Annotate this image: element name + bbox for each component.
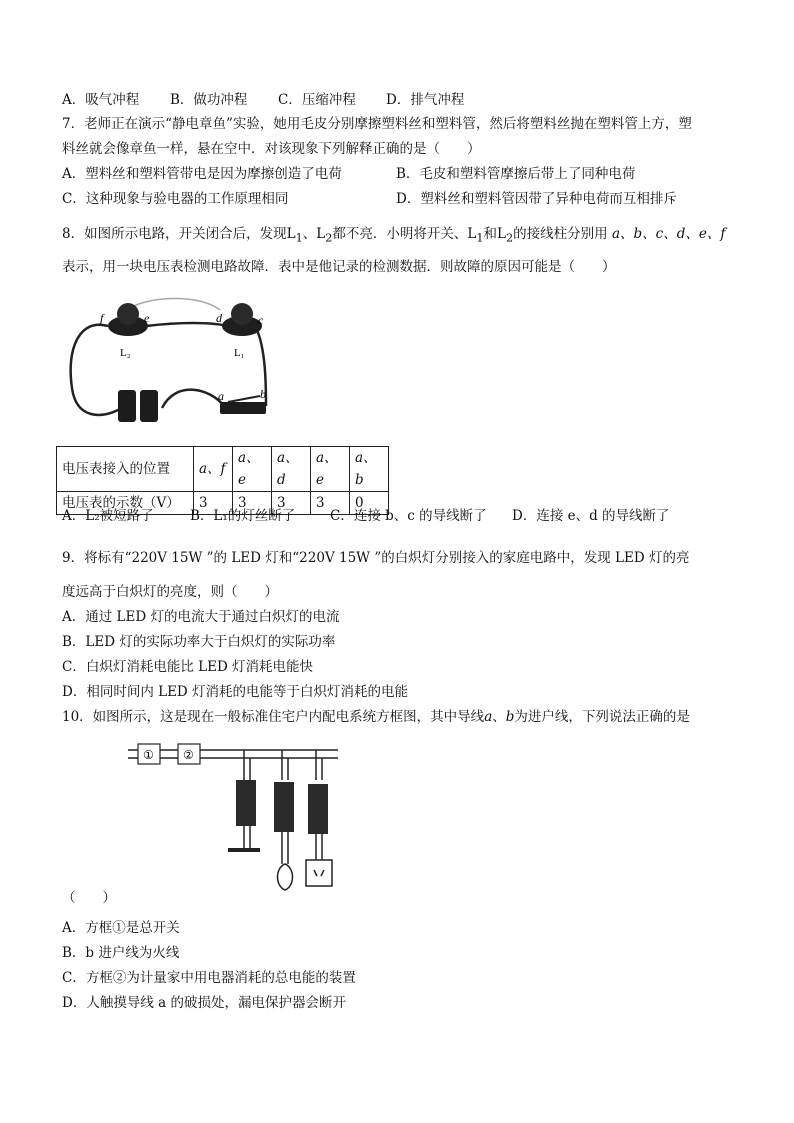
q8-option-d: D．连接 e、d 的导线断了 [512, 508, 670, 524]
q10-option-a: A．方框①是总开关 [62, 920, 180, 936]
q8-option-a: A．L₂被短路了 [62, 508, 154, 524]
table-cell: a、e [311, 447, 350, 492]
q8-label-l1: L₁ [234, 347, 245, 359]
q9-option-d: D．相同时间内 LED 灯消耗的电能等于白炽灯消耗的电能 [62, 684, 409, 700]
q7-option-b: B．毛皮和塑料管摩擦后带上了同种电荷 [396, 166, 636, 182]
q8-option-b: B．L₁的灯丝断了 [190, 508, 296, 524]
q6-option-b: B．做功冲程 [170, 92, 248, 108]
table-cell: a、f [194, 447, 233, 492]
q10-option-b: B．b 进户线为火线 [62, 945, 180, 961]
q6-option-a: A．吸气冲程 [62, 92, 140, 108]
q8-stem-line2: 表示，用一块电压表检测电路故障．表中是他记录的检测数据．则故障的原因可能是（ ） [62, 259, 616, 275]
table-cell: a、e [233, 447, 272, 492]
q8-sub2: 2 [325, 231, 333, 245]
q9-option-a: A．通过 LED 灯的电流大于通过白炽灯的电流 [62, 609, 340, 625]
q8-label-d: d [216, 311, 222, 325]
q7-option-c: C．这种现象与验电器的工作原理相同 [62, 191, 289, 207]
table-cell: 3 [233, 492, 272, 515]
q10-box1-label: ① [143, 748, 154, 762]
q8-sub3: 1 [476, 231, 484, 245]
q9-stem-line2: 度远高于白炽灯的亮度，则（ ） [62, 584, 278, 600]
q10-box2-label: ② [183, 748, 194, 762]
table-cell: 3 [194, 492, 233, 515]
q10-stem-part1: 10．如图所示，这是现在一般标准住宅户内配电系统方框图，其中导线 [62, 709, 485, 725]
q10-distribution-figure [124, 740, 344, 900]
q8-stem-part1: 8．如图所示电路，开关闭合后，发现L [62, 226, 296, 242]
q8-stem-part4: 和L [483, 226, 506, 242]
q9-option-b: B．LED 灯的实际功率大于白炽灯的实际功率 [62, 634, 336, 650]
q6-option-c: C．压缩冲程 [278, 92, 356, 108]
q7-stem-line1: 7．老师正在演示“静电章鱼”实验，她用毛皮分别摩擦塑料丝和塑料管，然后将塑料丝抛在塑料管上方，塑 [62, 116, 692, 132]
q9-stem-line1: 9．将标有“220V 15W ”的 LED 灯和“220V 15W ”的白炽灯分别接入的家庭电路中，发现 LED 灯的亮 [62, 550, 690, 566]
table-cell: 3 [311, 492, 350, 515]
table-cell: a、d [272, 447, 311, 492]
q8-stem-part5: 的接线柱分别用 [513, 226, 608, 242]
table-cell: 0 [350, 492, 389, 515]
q8-stem-part3: 都不亮．小明将开关、L [332, 226, 477, 242]
table-cell: 3 [272, 492, 311, 515]
q8-circuit-figure [60, 288, 290, 438]
q10-option-c: C．方框②为计量家中用电器消耗的总电能的装置 [62, 970, 356, 986]
q8-sub4: 2 [505, 231, 514, 245]
table-row [57, 447, 389, 492]
q8-label-f: f [100, 311, 104, 325]
q8-option-c: C．连接 b、c 的导线断了 [330, 508, 487, 524]
q10-stem-part2: 为进户线，下列说法正确的是 [514, 709, 690, 725]
q7-option-a: A．塑料丝和塑料管带电是因为摩擦创造了电荷 [62, 166, 342, 182]
q9-option-c: C．白炽灯消耗电能比 LED 灯消耗电能快 [62, 659, 314, 675]
table-cell: a、b [350, 447, 389, 492]
table-header-position: 电压表接入的位置 [57, 447, 194, 492]
q8-label-l2: L₂ [120, 347, 131, 359]
q8-sub1: 1 [295, 231, 303, 245]
q10-option-d: D．人触摸导线 a 的破损处，漏电保护器会断开 [62, 995, 346, 1011]
q8-label-a: a [218, 389, 224, 403]
q6-option-d: D．排气冲程 [386, 92, 465, 108]
q8-stem-letters: a、b、c、d、e、f [611, 226, 726, 242]
q7-option-d: D．塑料丝和塑料管因带了异种电荷而互相排斥 [396, 191, 677, 207]
q10-wire-b: b [505, 709, 515, 725]
q7-stem-line2: 料丝就会像章鱼一样，悬在空中．对该现象下列解释正确的是（ ） [62, 141, 481, 157]
q10-stem-line1 [62, 707, 690, 727]
q8-label-c: c [258, 313, 264, 327]
q8-stem-part2: 、L [302, 226, 326, 242]
q10-wire-a: a [484, 709, 493, 725]
q10-answer-paren: （ ） [62, 890, 116, 906]
q8-label-e: e [144, 311, 150, 325]
table-header-reading: 电压表的示数（V） [57, 492, 194, 515]
q8-data-table [56, 446, 389, 515]
q8-stem-line1 [62, 224, 725, 249]
q8-label-b: b [260, 387, 266, 401]
q10-sep: 、 [492, 709, 506, 725]
